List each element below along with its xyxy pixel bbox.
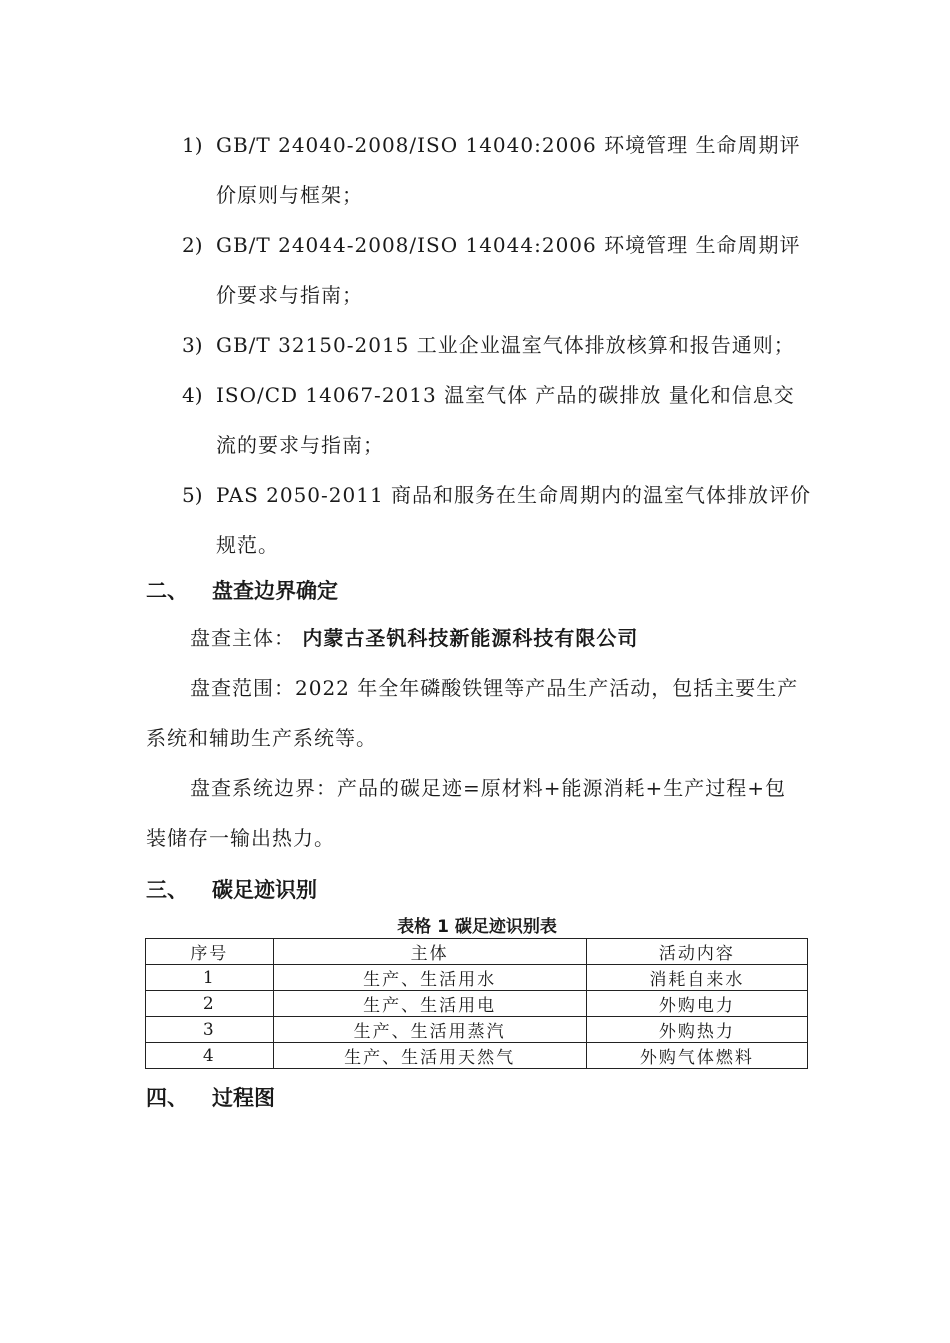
paragraph-entity: [146, 613, 806, 663]
paragraph-scope: 盘查范围：2022 年全年磷酸铁锂等产品生产活动，包括主要生产系统和辅助生产系统等。: [146, 676, 799, 750]
section-number: 二、: [146, 579, 188, 603]
section-number: 三、: [146, 878, 188, 902]
list-item-number: 3): [182, 333, 203, 357]
list-item-text: GB/T 24040-2008/ISO 14040:2006 环境管理 生命周期评价原则与框架；: [216, 133, 801, 207]
list-item-number: 2): [182, 233, 203, 257]
table-row: [146, 991, 808, 1017]
column-header: 主体: [273, 939, 586, 965]
section-number: 四、: [146, 1086, 188, 1110]
section-heading: [146, 1082, 275, 1112]
list-item-text: GB/T 24044-2008/ISO 14044:2006 环境管理 生命周期评价要求与指南；: [216, 233, 801, 307]
table-cell: 消耗自来水: [586, 965, 807, 991]
table-row: [146, 965, 808, 991]
table-cell: 外购电力: [586, 991, 807, 1017]
list-item: [182, 120, 812, 220]
table-cell: 生产、生活用天然气: [273, 1043, 586, 1069]
table-caption: 表格 1 碳足迹识别表: [397, 917, 557, 937]
column-header: 活动内容: [586, 939, 807, 965]
table-cell: 生产、生活用电: [273, 991, 586, 1017]
table-row: [146, 1043, 808, 1069]
list-item-number: 1): [182, 133, 203, 157]
entity-value: 内蒙古圣钒科技新能源科技有限公司: [302, 626, 639, 650]
section-title: 盘查边界确定: [212, 579, 338, 603]
table-cell: 2: [146, 991, 274, 1017]
table-cell: 生产、生活用水: [273, 965, 586, 991]
list-item: [182, 370, 812, 470]
list-item-number: 5): [182, 483, 203, 507]
column-header: 序号: [146, 939, 274, 965]
table-cell: 外购气体燃料: [586, 1043, 807, 1069]
list-item-text: PAS 2050-2011 商品和服务在生命周期内的温室气体排放评价规范。: [216, 483, 812, 557]
table-cell: 1: [146, 965, 274, 991]
entity-label: 盘查主体：: [190, 626, 295, 650]
table-cell: 外购热力: [586, 1017, 807, 1043]
reference-list: [182, 120, 812, 570]
list-item: [182, 220, 812, 320]
section-heading: [146, 575, 338, 605]
section-title: 过程图: [212, 1086, 275, 1110]
table-row: [146, 1017, 808, 1043]
table-header-row: [146, 939, 808, 965]
table-cell: 4: [146, 1043, 274, 1069]
carbon-footprint-table: [145, 938, 808, 1069]
section-heading: [146, 874, 317, 904]
list-item: [182, 320, 812, 370]
list-item: [182, 470, 812, 570]
table-cell: 3: [146, 1017, 274, 1043]
section-title: 碳足迹识别: [212, 878, 317, 902]
paragraph-boundary: 盘查系统边界：产品的碳足迹=原材料+能源消耗+生产过程+包装储存一输出热力。: [146, 776, 787, 850]
list-item-text: GB/T 32150-2015 工业企业温室气体排放核算和报告通则；: [216, 333, 795, 357]
list-item-number: 4): [182, 383, 203, 407]
list-item-text: ISO/CD 14067-2013 温室气体 产品的碳排放 量化和信息交流的要求与指南；: [216, 383, 795, 457]
table-cell: 生产、生活用蒸汽: [273, 1017, 586, 1043]
